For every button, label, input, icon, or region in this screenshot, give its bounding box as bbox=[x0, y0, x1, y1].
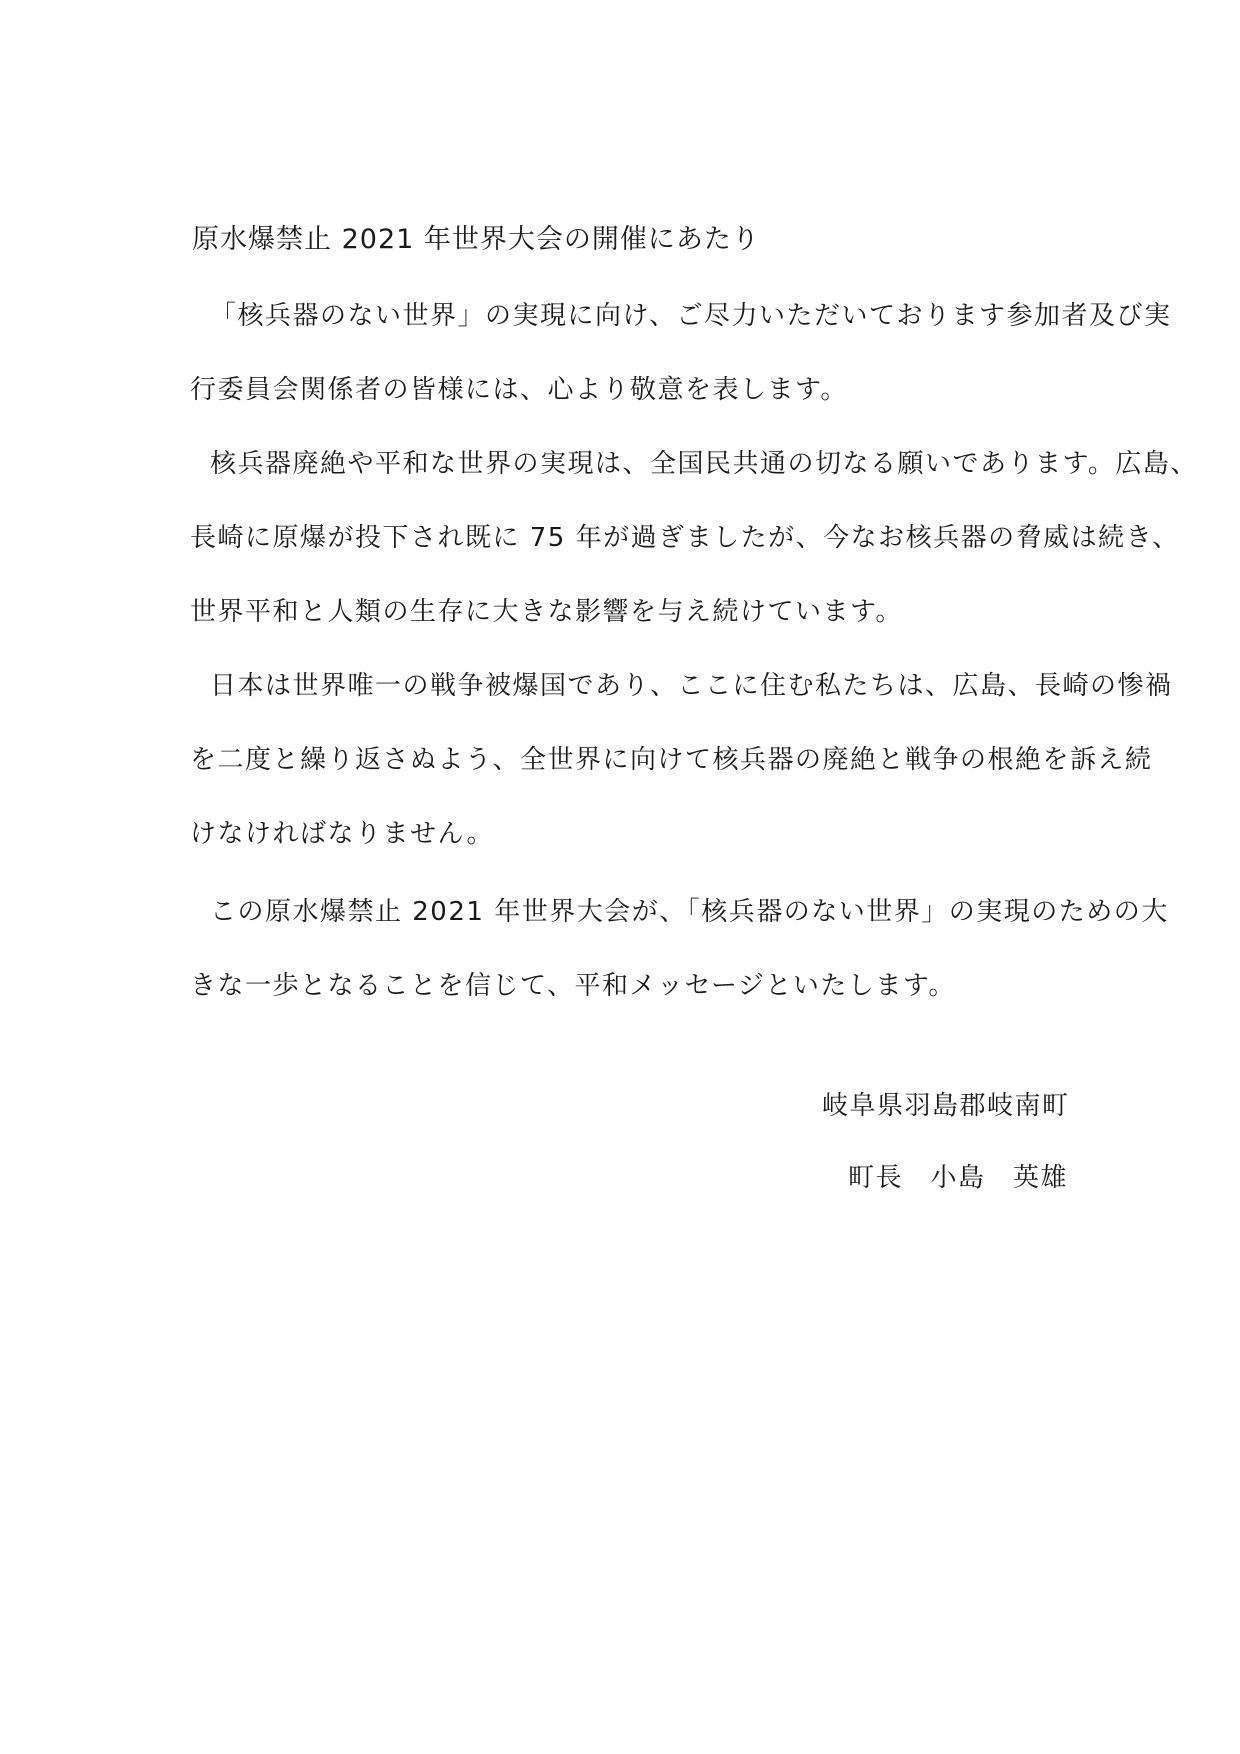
document-title: 原水爆禁止 2021 年世界大会の開催にあたり bbox=[192, 224, 760, 255]
paragraph-3-line-3: けなければなりません。 bbox=[190, 819, 495, 849]
paragraph-2-line-1: 核兵器廃絶や平和な世界の実現は、全国民共通の切なる願いであります。広島、 bbox=[210, 449, 1198, 479]
paragraph-4-line-1: この原水爆禁止 2021 年世界大会が、「核兵器のない世界」の実現のための大 bbox=[210, 897, 1169, 927]
signature-organization: 岐阜県羽島郡岐南町 bbox=[822, 1091, 1070, 1121]
paragraph-4-line-2: きな一歩となることを信じて、平和メッセージといたします。 bbox=[190, 971, 956, 1001]
paragraph-2-line-2: 長崎に原爆が投下され既に 75 年が過ぎましたが、今なお核兵器の脅威は続き、 bbox=[190, 523, 1180, 553]
signature-name: 町長 小島 英雄 bbox=[848, 1163, 1069, 1193]
paragraph-3-line-1: 日本は世界唯一の戦争被爆国であり、ここに住む私たちは、広島、長崎の惨禍 bbox=[210, 671, 1173, 701]
paragraph-1-line-1: 「核兵器のない世界」の実現に向け、ご尽力いただいております参加者及び実 bbox=[210, 301, 1172, 331]
paragraph-3-line-2: を二度と繰り返さぬよう、全世界に向けて核兵器の廃絶と戦争の根絶を訴え続 bbox=[190, 745, 1153, 775]
paragraph-2-line-3: 世界平和と人類の生存に大きな影響を与え続けています。 bbox=[190, 597, 903, 627]
paragraph-1-line-2: 行委員会関係者の皆様には、心より敬意を表します。 bbox=[190, 375, 848, 405]
